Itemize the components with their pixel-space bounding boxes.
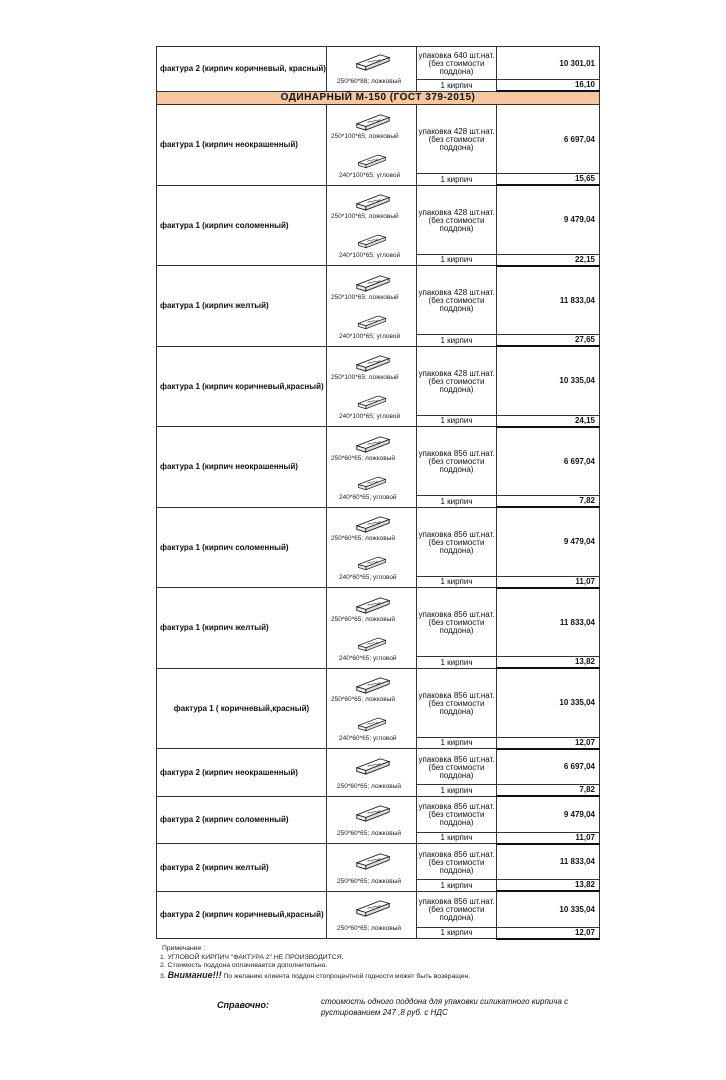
unit-price: 12,07 [497,737,600,749]
product-name: фактура 1 (кирпич желтый) [157,266,327,347]
pack-description: упаковка 856 шт.нат. (без стоимости поддона) [417,668,497,737]
brick-corner-icon [357,153,387,169]
price-list [156,46,599,940]
brick-image-cell [327,47,417,92]
pack-description: упаковка 640 шт.нат. (без стоимости поддона) [417,47,497,80]
brick-image-cell [327,427,417,508]
product-row [157,507,600,576]
product-row [157,844,600,880]
product-row [157,185,600,254]
brick-stretcher-icon [355,852,391,870]
brick-size-label: 250*60*65; ложковый [337,830,402,838]
brick-size-label: 250*60*65; ложковый [331,696,396,704]
pack-price: 10 335,04 [497,891,600,927]
unit-price: 11,07 [497,832,600,844]
unit-description: 1 кирпич [417,927,497,939]
brick-size-label: 240*60*65; угловой [339,735,397,743]
unit-description: 1 кирпич [417,80,497,92]
brick-corner-icon [357,233,387,249]
brick-stretcher-icon [355,435,391,453]
product-row [157,47,600,80]
product-row [157,266,600,335]
pack-description: упаковка 428 шт.нат. (без стоимости поддона) [417,105,497,174]
brick-image-cell [327,588,417,669]
brick-corner-icon [357,314,387,330]
brick-size-label: 250*60*65; ложковый [331,535,396,543]
pack-price: 6 697,04 [497,105,600,174]
brick-image-cell [327,844,417,892]
product-name: фактура 1 (кирпич неокрашенный) [157,105,327,186]
unit-price: 7,82 [497,496,600,508]
unit-price: 15,65 [497,174,600,186]
brick-corner-icon [357,394,387,410]
brick-image-cell [327,507,417,588]
brick-stretcher-icon [355,354,391,372]
brick-size-label: 240*100*65; угловой [339,413,401,421]
brick-size-label: 250*60*65; ложковый [337,925,402,933]
price-table [156,46,600,940]
brick-size-label: 240*60*65; угловой [339,574,397,582]
product-name: фактура 1 ( коричневый,красный) [157,668,327,749]
brick-size-label: 250*60*65; ложковый [337,877,402,885]
unit-price: 16,10 [497,80,600,92]
pack-price: 6 697,04 [497,749,600,785]
notes-title: Примечание : [162,945,206,952]
brick-size-label: 250*60*65; ложковый [331,454,396,462]
note-3-attention: Внимание!!! [167,969,222,980]
brick-stretcher-icon [355,53,391,71]
pack-description: упаковка 856 шт.нат. (без стоимости поддона) [417,749,497,785]
pack-description: упаковка 856 шт.нат. (без стоимости поддона) [417,507,497,576]
note-3-number: 3. [160,972,166,980]
note-3 [160,971,560,982]
unit-description: 1 кирпич [417,496,497,508]
brick-image-cell [327,749,417,797]
brick-stretcher-icon [355,757,391,775]
unit-description: 1 кирпич [417,254,497,266]
pack-price: 10 301,01 [497,47,600,80]
brick-corner-icon [357,555,387,571]
unit-price: 7,82 [497,785,600,797]
note-3-text: По желанию клиента поддон стопроцентной годности может быть возвращен. [223,972,471,980]
pack-description: упаковка 856 шт.нат. (без стоимости поддона) [417,796,497,832]
product-name: фактура 1 (кирпич желтый) [157,588,327,669]
pack-price: 10 335,04 [497,668,600,737]
pack-description: упаковка 856 шт.нат. (без стоимости поддона) [417,844,497,880]
brick-stretcher-icon [355,515,391,533]
unit-description: 1 кирпич [417,737,497,749]
unit-price: 27,65 [497,335,600,347]
unit-description: 1 кирпич [417,576,497,588]
reference-label: Справочно: [217,1000,269,1010]
pack-price: 11 833,04 [497,266,600,335]
brick-stretcher-icon [355,899,391,917]
brick-image-cell [327,796,417,844]
product-row [157,668,600,737]
pack-description: упаковка 428 шт.нат. (без стоимости поддона) [417,266,497,335]
brick-size-label: 250*100*65; ложковый [331,293,399,301]
unit-price: 22,15 [497,254,600,266]
product-row [157,749,600,785]
note-1: 1. УГЛОВОЙ КИРПИЧ "ФАКТУРА 2" НЕ ПРОИЗВОДИТСЯ. [160,953,344,961]
unit-price: 11,07 [497,576,600,588]
brick-image-cell [327,266,417,347]
brick-stretcher-icon [355,113,391,131]
brick-size-label: 240*100*65; угловой [339,171,401,179]
brick-size-label: 250*60*65; ложковый [331,615,396,623]
unit-description: 1 кирпич [417,832,497,844]
brick-stretcher-icon [355,676,391,694]
reference-text: стоимость одного поддона для упаковки силикатного кирпича с рустированием 247 ,8 руб. с НДС [321,997,569,1017]
product-name: фактура 2 (кирпич коричневый,красный) [157,891,327,939]
pack-description: упаковка 428 шт.нат. (без стоимости поддона) [417,346,497,415]
brick-size-label: 240*60*65; угловой [339,493,397,501]
unit-description: 1 кирпич [417,785,497,797]
brick-image-cell [327,105,417,186]
unit-price: 13,82 [497,657,600,669]
unit-description: 1 кирпич [417,415,497,427]
brick-size-label: 250*60*65; ложковый [337,782,402,790]
brick-image-cell [327,891,417,939]
unit-description: 1 кирпич [417,174,497,186]
product-name: фактура 2 (кирпич соломенный) [157,796,327,844]
product-name: фактура 2 (кирпич неокрашенный) [157,749,327,797]
unit-description: 1 кирпич [417,880,497,892]
unit-price: 13,82 [497,880,600,892]
brick-size-label: 240*60*65; угловой [339,654,397,662]
product-row [157,427,600,496]
notes-block [160,945,560,981]
brick-corner-icon [357,636,387,652]
brick-size-label: 240*100*65; угловой [339,252,401,260]
pack-description: упаковка 856 шт.нат. (без стоимости поддона) [417,427,497,496]
pack-description: упаковка 428 шт.нат. (без стоимости поддона) [417,185,497,254]
pack-description: упаковка 856 шт.нат. (без стоимости поддона) [417,891,497,927]
product-name: фактура 1 (кирпич неокрашенный) [157,427,327,508]
pack-price: 9 479,04 [497,185,600,254]
unit-price: 12,07 [497,927,600,939]
product-row [157,105,600,174]
brick-corner-icon [357,716,387,732]
brick-size-label: 250*60*88; ложковый [337,77,402,85]
product-row [157,588,600,657]
product-row [157,346,600,415]
pack-price: 11 833,04 [497,844,600,880]
product-row [157,891,600,927]
product-name: фактура 2 (кирпич коричневый, красный) [157,47,327,92]
brick-stretcher-icon [355,596,391,614]
pack-price: 9 479,04 [497,796,600,832]
unit-price: 24,15 [497,415,600,427]
product-name: фактура 1 (кирпич соломенный) [157,185,327,266]
pack-price: 9 479,04 [497,507,600,576]
section-header: ОДИНАРНЫЙ М-150 (ГОСТ 379-2015) [157,91,600,105]
product-name: фактура 1 (кирпич соломенный) [157,507,327,588]
brick-image-cell [327,185,417,266]
product-name: фактура 2 (кирпич желтый) [157,844,327,892]
brick-size-label: 250*100*65; ложковый [331,132,399,140]
pack-description: упаковка 856 шт.нат. (без стоимости поддона) [417,588,497,657]
product-name: фактура 1 (кирпич коричневый,красный) [157,346,327,427]
section-header-row [157,91,600,105]
brick-stretcher-icon [355,804,391,822]
brick-image-cell [327,668,417,749]
unit-description: 1 кирпич [417,335,497,347]
brick-stretcher-icon [355,274,391,292]
pack-price: 10 335,04 [497,346,600,415]
pack-price: 11 833,04 [497,588,600,657]
unit-description: 1 кирпич [417,657,497,669]
brick-size-label: 250*100*65; ложковый [331,213,399,221]
brick-size-label: 240*100*65; угловой [339,332,401,340]
pack-price: 6 697,04 [497,427,600,496]
note-2: 2. Стоимость поддона оплачивается дополнительно. [160,962,328,970]
brick-image-cell [327,346,417,427]
product-row [157,796,600,832]
brick-corner-icon [357,475,387,491]
brick-size-label: 250*100*65; ложковый [331,374,399,382]
brick-stretcher-icon [355,193,391,211]
